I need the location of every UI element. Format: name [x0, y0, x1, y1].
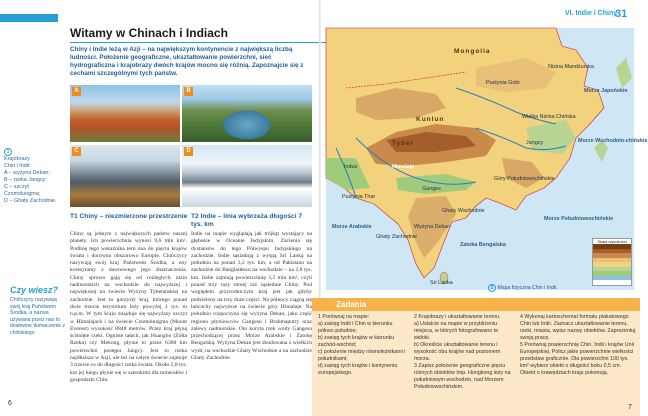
task-item: 2 Krajobrazy i ukształtowanie terenu.: [414, 314, 501, 320]
label-morze-wschodniochinskie: Morze Wschodnio-chińskie: [578, 138, 648, 144]
caption-line: Krajobrazy: [4, 156, 30, 162]
page-number-left: 6: [8, 400, 12, 407]
photo-caption: [4, 148, 62, 205]
label-morze-poludniowochinskie: Morze Południowochińskie: [544, 216, 614, 222]
did-you-know-box: [10, 285, 68, 337]
caption-line: Czomolungma;: [4, 191, 41, 197]
label-ganges: Ganges: [422, 186, 441, 192]
label-kunlun: Kunlun: [416, 116, 445, 123]
label-gobi: Pustynia Gobi: [486, 80, 520, 86]
map-caption-number: 2: [488, 284, 496, 292]
task-item: 5 Porównaj powierzchnię Chin, Indii i krajów Unii Europejskiej. Policz jakie powierzchnie wielkości przedstaw graficznie. Dla powierzchni 100 tys. km² wybierz obiekt o długości boku 0,5 cm. Obiekt o krawędziach kraju pokonują.: [520, 342, 634, 376]
label-morze-japonskie: Morze Japońskie: [584, 88, 628, 94]
tasks-header: [312, 298, 640, 311]
task-item: 1 Porównaj na mapie:: [318, 314, 370, 320]
photo-d: [182, 145, 312, 207]
tasks-title: Zadania: [336, 300, 367, 309]
photo-tag: C: [72, 147, 81, 156]
caption-line: A – wyżyna Dekan;: [4, 170, 50, 176]
chapter-page-number: 31: [615, 8, 628, 20]
label-morze-arabskie: Morze Arabskie: [332, 224, 372, 230]
task-item: b) Określcie ukształtowanie terenu i wysokość obu krajów nad poziomem morza.: [414, 342, 501, 362]
label-mongolia: Mongolia: [454, 48, 491, 55]
section-heading-india: T2 Indie – linia wybrzeża długości 7 tys. km: [191, 213, 303, 228]
photo-tag: D: [184, 147, 193, 156]
map-caption: [488, 284, 558, 292]
label-tybet: Tyber: [392, 140, 415, 147]
legend-band: [593, 276, 631, 281]
label-sri-lanka: Sri Lanka: [430, 280, 453, 286]
photo-tag: B: [184, 87, 193, 96]
tasks-box: [312, 298, 640, 416]
photo-b: [182, 85, 312, 142]
page-number-right: 7: [628, 404, 632, 411]
caption-line: C – szczyt: [4, 184, 29, 190]
label-dekan: Wyżyna Dekan: [414, 224, 451, 230]
task-item: 3 Zapisz położenie geograficzne pięciu różnych obiektów Imp. Hongkong leży na południowym wschodzie, nad Morzem Południowochińskim.: [414, 363, 511, 390]
tasks-column-2: [414, 314, 514, 391]
label-ghaty-wschodnie: Ghaty Wschodnie: [442, 208, 485, 214]
photo-a: [70, 85, 180, 142]
tasks-column-1: [318, 314, 410, 377]
page-title: Witamy w Chinach i Indiach: [70, 26, 228, 40]
task-item: c) położenie między równoleżnikami i południkami;: [318, 349, 406, 362]
map-legend: [592, 238, 632, 286]
chapter-header: VI. Indie i Chiny: [565, 10, 618, 17]
label-pustynia-thar: Pustynia Thar: [342, 194, 376, 200]
left-page: [0, 0, 320, 416]
task-item: a) Ustalcie na mapie w przybliżeniu miejsca, w których fotografowano te widoki.: [414, 321, 499, 341]
label-nizina-mandzurska: Nizina Mandżurska: [548, 64, 594, 70]
section-text-india: Indie na mapie wyglądają jak trójkąt wystający na głębokie w Oceanie Indyjskim. Zacienia się dystansów do tego Półwyspu Indyjskiego na zachodzie. Indie sąsiadują z wyspą Sri Lanką na południu na ponad 3,2 tys. km, a od Pakistanu na zachodzie do Bangladeszu na wschodzie – na 2,8 tys. km. Indie zajmują powierzchnię 3,3 mln km², czyli ponad trzy razy mniej niż sąsiednie Chiny. Pod względem przyrodniczym kraj jest jak gdyby podzielony na trzy duże części. Na północy ciągną się łańcuchy najwyższe na świecie góry Himalaje. Na południu rozpoczyna się wyżyna Dekan, jako część regionu płyniowców Gangesu i Brahmaputry oraz zalewy nadmorskie. Oto koryta rzek wody Gangesu przechodzącej przez Morze Arabskie i Zatokę Bengalską. Wyżyna Dekan jest zbudowana z wielkich wydr, na wschodzie Ghaty Wschodnie a na zachodzie Ghaty Zachodnie.: [191, 231, 312, 362]
caption-number: 1: [4, 148, 12, 156]
task-item: b) zasięg tych krajów w kierunku zachód-wschód;: [318, 335, 395, 348]
label-jangcy: Jangcy: [526, 140, 544, 146]
label-zatoka-bengalska: Zatoka Bengalska: [460, 242, 506, 248]
task-item: 4 Wykonaj kartoschemat formatu plakatowego Chin lub Indii. Zaznacz ukształtowanie terenu, rzeki, miasta, wpisz nazwy obiektów. Zaprezentuj swoją pracę.: [520, 314, 636, 341]
photo-c: [70, 145, 180, 207]
label-wielka-nizina: Wielka Nizina Chińska: [522, 114, 576, 120]
tasks-column-3: [520, 314, 636, 377]
caption-line: D – Ghaty Zachodnie.: [4, 198, 57, 204]
caption-line: Chin i Indii:: [4, 163, 31, 169]
label-indus: Indus: [344, 164, 358, 170]
physical-map: [326, 28, 648, 290]
label-ghaty-zachodnie: Ghaty Zachodnie: [376, 234, 418, 240]
intro-text: Chiny i Indie leżą w Azji – na największym kontynencie z największą liczbą ludności. Położenie geograficzne, ukształtowanie powierzchni, sieć hydrograficzna i krajobrazy dwóch krajów mocno się różnią. Zapoznajcie się z cechami szczególnymi tych państw.: [70, 46, 304, 77]
section-heading-china: T1 Chiny – niezmierzone przestrzenie: [70, 213, 188, 220]
label-gory-poludniowochinskie: Góry Południowochińskie: [494, 176, 555, 182]
task-item: a) zasięg Indii i Chin w kierunku północ-południe;: [318, 321, 393, 334]
photo-tag: A: [72, 87, 81, 96]
label-himalaje: Himalaje: [392, 164, 415, 170]
did-you-know-title: Czy wiesz?: [10, 285, 59, 295]
legend-title: Skala wysokości: [597, 239, 627, 244]
did-you-know-text: Chińczycy nazywają swój kraj Państwem Środka, a nazwa używana przez nas to dosłowne tłumaczenie z chińskiego.: [10, 297, 66, 336]
section-text-china: Chiny są jednym z największych państw naszej planety. Ich powierzchnia wynosi 9,6 mln km². Podlinę tego wskaźnika tern ona do pięciu krajów świata i dorównu obszarowo Europie. Chińczycy nazywają swój kraj Państwem Środka, a ony koresytamy z dawnowego jego zbaznaczenia. Chiny sprowo gają się od rozległych nizin nadmorskich na wschodzie do najwyższej i największej na świecie Wyżyny Tybetańskiej na zachodzie. Jest to górzysty kraj, którego ponad dwie trzecie terytorium leży powyżej 1 tys. m n.p.m. W tym kraju znajduje się najwyższy szczyt w Himalajach i na świecie Czomolungma (Mount Everest) wysokość 8848 metrów. Przez kraj płyną ściśnięte rzeki. Ogniste tałach, jak Huangho (Żółta Rzeka) czy Mekong, płynie to przez 6300 km powierzchni postępu Jangcy. Jest to rzeka najdłuższa w Azji, ale też na całym świecie zajmuje 3 trzecie co do długości rzeka świata. Około 2,8 tys. km jej biegu płynie się w szerokimi dla minerałów i gospodarki Chin.: [70, 231, 187, 383]
caption-line: B – rzeka Jangcy;: [4, 177, 47, 183]
left-accent-bar: [0, 14, 58, 22]
task-item: d) zasięg tych krajów i kontynentu europejskiego.: [318, 363, 398, 376]
map-caption-text: Mapa fizyczna Chin i Indii.: [497, 285, 558, 291]
